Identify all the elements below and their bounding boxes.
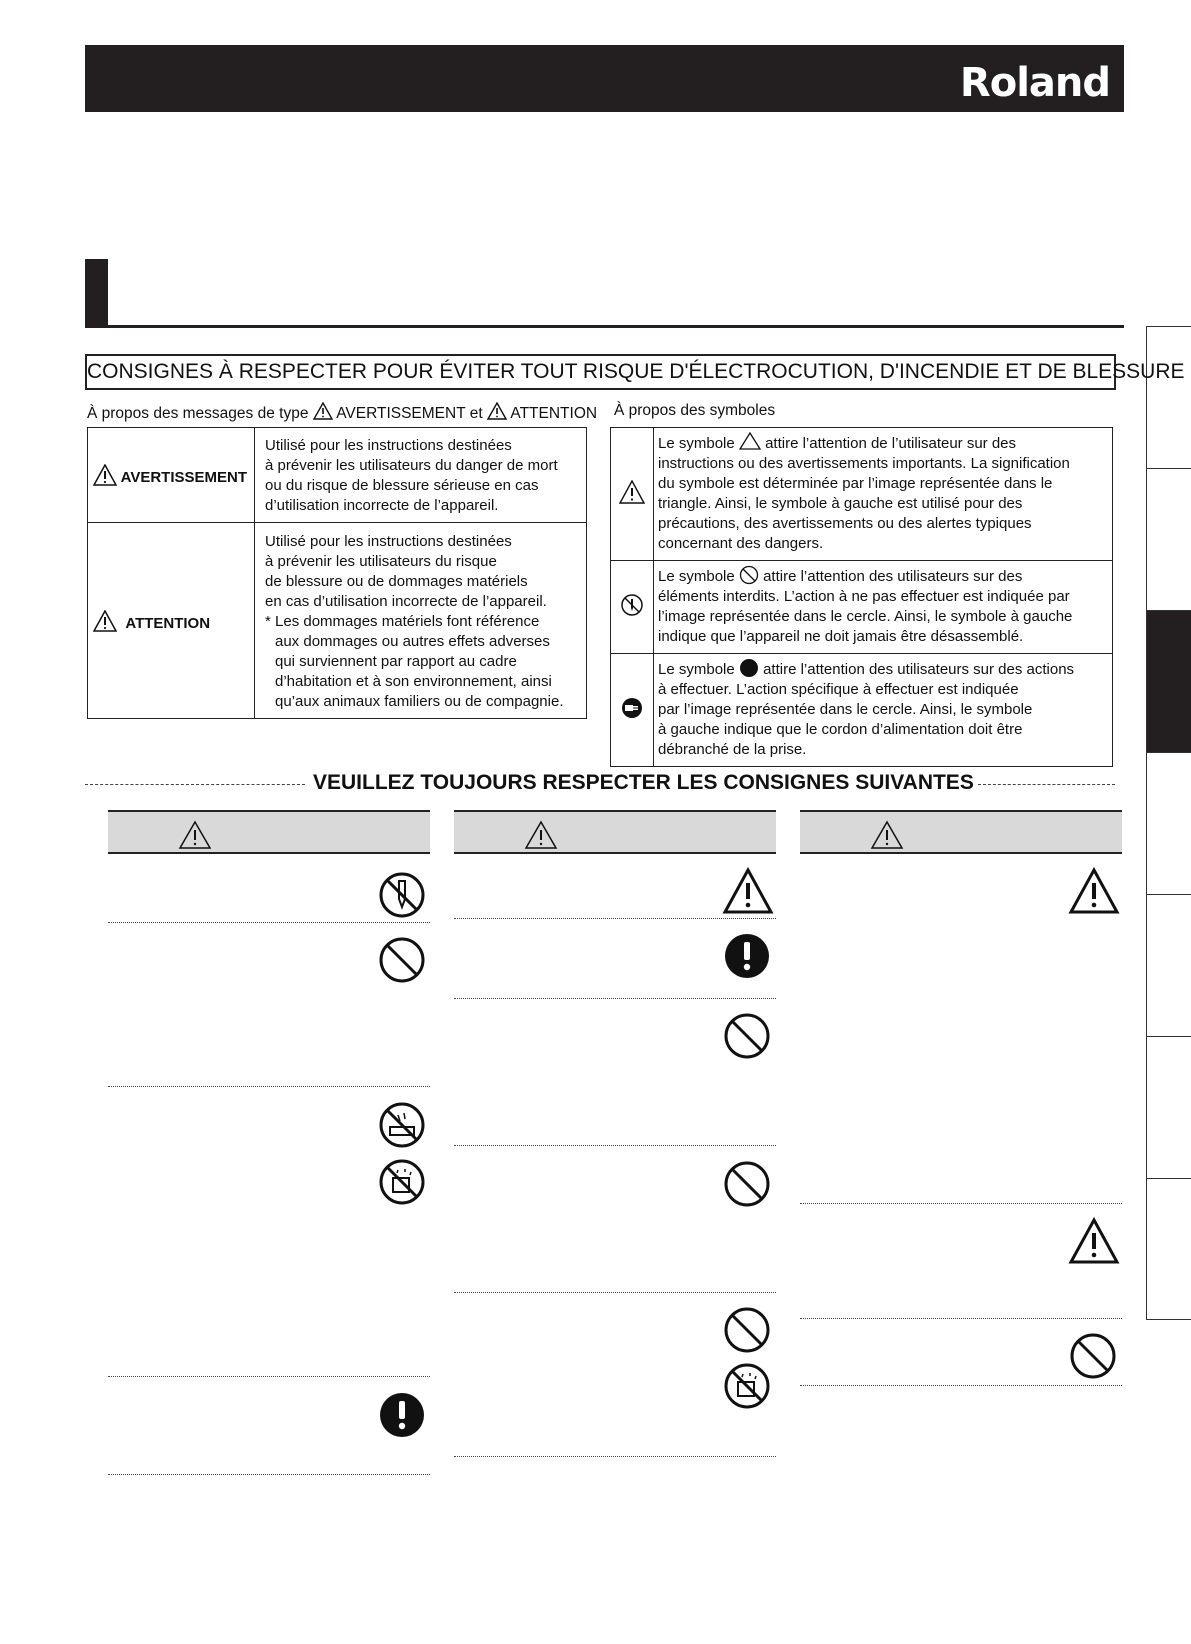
side-tab-2[interactable] (1146, 468, 1191, 610)
symbols-table (610, 427, 1113, 767)
text-line: Le symbole attire l’attention des utilisateurs sur des (658, 565, 1108, 587)
warning-triangle-icon (313, 402, 333, 420)
note-line: qu’aux animaux familiers ou de compagnie. (275, 692, 564, 710)
dotted-separator (454, 918, 776, 919)
caption-prefix: À propos des messages de type (87, 405, 309, 422)
dotted-separator (800, 1318, 1122, 1319)
dotted-separator (108, 922, 430, 923)
prohibited-icon (723, 1306, 771, 1354)
text-line: à gauche indique que le cordon d’alimentation doit être (658, 721, 1023, 738)
text-line: l’image représentée dans le cercle. Ainsi, le symbole à gauche (658, 608, 1073, 625)
symbol-icon-cell (611, 561, 654, 654)
messages-caption (87, 402, 597, 423)
warning-triangle-icon (524, 820, 558, 850)
symbol-description (654, 654, 1113, 767)
text-line: Utilisé pour les instructions destinées (265, 532, 512, 550)
empty-triangle-icon (739, 432, 761, 450)
text-line: du symbole est déterminée par l’image représentée dans le (658, 475, 1053, 492)
text-line: Le symbole attire l’attention de l’utilisateur sur des (658, 432, 1108, 454)
caution-triangle-icon (722, 867, 774, 915)
note-line: d’habitation et à son environnement, ainsi (275, 672, 552, 690)
no-disassembly-icon (620, 593, 644, 617)
text-line: éléments interdits. L’action à ne pas effectuer est indiquée par (658, 588, 1070, 605)
prohibited-icon (723, 1012, 771, 1060)
text-line: en cas d’utilisation incorrecte de l’appareil. (265, 592, 547, 610)
always-title: VEUILLEZ TOUJOURS RESPECTER LES CONSIGNES SUIVANTES (313, 771, 974, 794)
column-header-3 (800, 810, 1122, 854)
caution-label: ATTENTION (125, 614, 211, 632)
symbol-row-prohibited (611, 561, 1113, 654)
warning-triangle-icon (93, 610, 117, 632)
prohibited-icon (1069, 1332, 1117, 1380)
dotted-separator (108, 1086, 430, 1087)
no-water-splash-icon (723, 1362, 771, 1410)
section-rule (85, 325, 1124, 328)
mandatory-action-icon (378, 1391, 426, 1439)
dotted-separator (454, 1145, 776, 1146)
section-marker (85, 259, 108, 326)
text-line: ou du risque de blessure sérieuse en cas (265, 477, 539, 494)
mandatory-action-icon (723, 932, 771, 980)
note-line: aux dommages ou autres effets adverses (275, 632, 550, 650)
side-tab-1[interactable] (1146, 326, 1191, 468)
symbol-row-mandatory (611, 654, 1113, 767)
caution-triangle-icon (1068, 1217, 1120, 1265)
caution-triangle-icon (1068, 867, 1120, 915)
roland-logo: Roland (959, 60, 1110, 106)
symbols-caption: À propos des symboles (614, 402, 776, 419)
safety-heading: CONSIGNES À RESPECTER POUR ÉVITER TOUT RISQUE D'ÉLECTROCUTION, D'INCENDIE ET DE BLESSURE (85, 354, 1116, 390)
note-line: * Les dommages matériels font référence (265, 612, 540, 630)
text-line: de blessure ou de dommages matériels (265, 572, 528, 590)
symbol-description (654, 561, 1113, 654)
text-line: à prévenir les utilisateurs du danger de mort (265, 457, 558, 474)
warning-label: AVERTISSEMENT (120, 469, 248, 486)
caption-warning: AVERTISSEMENT et (336, 405, 483, 422)
column-header-2 (454, 810, 776, 854)
dotted-separator (454, 998, 776, 999)
text-line: indique que l’appareil ne doit jamais être désassemblé. (658, 628, 1024, 645)
always-heading (85, 771, 1115, 799)
triangle-warning-icon (619, 480, 645, 504)
caution-label-cell (88, 523, 255, 719)
header-banner (85, 45, 1124, 112)
caution-row (88, 523, 587, 719)
filled-circle-icon (739, 658, 759, 678)
text-line: triangle. Ainsi, le symbole à gauche est utilisé pour des (658, 495, 1023, 512)
dotted-separator (454, 1292, 776, 1293)
dotted-separator (800, 1385, 1122, 1386)
symbol-row-triangle (611, 428, 1113, 561)
symbol-icon-cell (611, 654, 654, 767)
unplug-icon (620, 696, 644, 720)
no-bath-use-icon (378, 1101, 426, 1149)
text-line: à effectuer. L’action spécifique à effectuer est indiquée (658, 681, 1019, 698)
no-water-splash-icon (378, 1158, 426, 1206)
side-tab-4[interactable] (1146, 752, 1191, 894)
symbol-icon-cell (611, 428, 654, 561)
dotted-separator (108, 1376, 430, 1377)
warning-triangle-icon (178, 820, 212, 850)
dotted-separator (108, 1474, 430, 1475)
prohibited-icon (723, 1160, 771, 1208)
warning-row (88, 428, 587, 523)
warning-triangle-icon (487, 402, 507, 420)
dashed-rule (85, 784, 305, 785)
warning-description (255, 428, 587, 523)
text-line: par l’image représentée dans le cercle. Ainsi, le symbole (658, 701, 1033, 718)
prohibited-circle-icon (739, 565, 759, 585)
no-disassembly-icon (378, 871, 426, 919)
prohibited-icon (378, 936, 426, 984)
text-line: débranché de la prise. (658, 741, 807, 758)
text-line: d’utilisation incorrecte de l’appareil. (265, 497, 499, 514)
column-header-1 (108, 810, 430, 854)
side-tab-7[interactable] (1146, 1178, 1191, 1320)
warning-triangle-icon (870, 820, 904, 850)
warning-label-cell (88, 428, 255, 523)
text-line: à prévenir les utilisateurs du risque (265, 552, 497, 570)
side-tab-6[interactable] (1146, 1036, 1191, 1178)
side-tab-3-active[interactable] (1146, 610, 1191, 752)
text-line: précautions, des avertissements ou des alertes typiques (658, 515, 1032, 532)
note-line: qui surviennent par rapport au cadre (275, 652, 517, 670)
text-line: instructions ou des avertissements importants. La signification (658, 455, 1070, 472)
symbol-description (654, 428, 1113, 561)
messages-table (87, 427, 587, 719)
warning-triangle-icon (93, 464, 117, 486)
caption-caution: ATTENTION (510, 405, 598, 422)
side-tab-5[interactable] (1146, 894, 1191, 1036)
text-line: Le symbole attire l’attention des utilisateurs sur des actions (658, 658, 1108, 680)
text-line: concernant des dangers. (658, 535, 824, 552)
dashed-rule (978, 784, 1115, 785)
text-line: Utilisé pour les instructions destinées (265, 437, 512, 454)
caution-description (255, 523, 587, 719)
dotted-separator (454, 1456, 776, 1457)
dotted-separator (800, 1203, 1122, 1204)
